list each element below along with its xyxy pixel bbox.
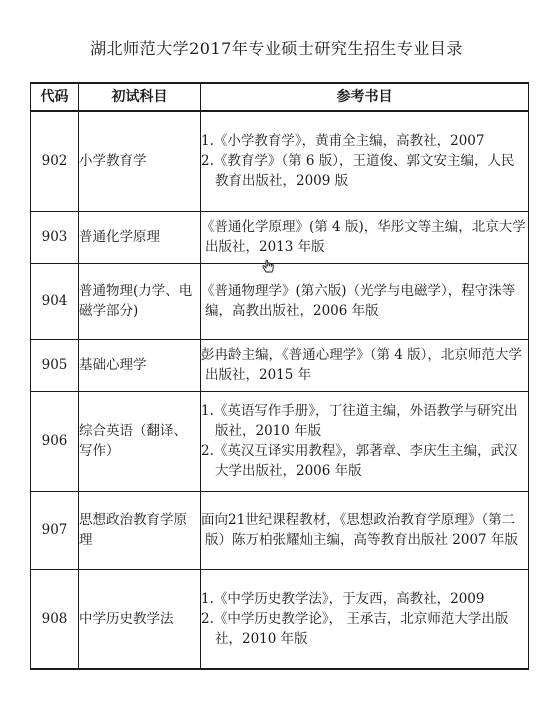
row-subject: 中学历史教学法 bbox=[79, 569, 201, 669]
ref-item: 2.《教育学》（第 6 版），王道俊、郭文安主编，人民教育出版社，2009 版 bbox=[201, 153, 515, 190]
table-row bbox=[31, 111, 529, 211]
table-row bbox=[31, 391, 529, 491]
row-code: 903 bbox=[31, 211, 79, 263]
row-refs bbox=[201, 569, 529, 669]
table-row bbox=[31, 491, 529, 569]
header-subject: 初试科目 bbox=[79, 83, 201, 111]
row-code: 904 bbox=[31, 263, 79, 339]
table-row bbox=[31, 211, 529, 263]
row-subject: 思想政治教育学原理 bbox=[79, 491, 201, 569]
row-code: 907 bbox=[31, 491, 79, 569]
row-subject: 综合英语（翻译、写作） bbox=[79, 391, 201, 491]
ref-item: 1.《英语写作手册》，丁往道主编，外语教学与研究出版社，2010 年版 bbox=[201, 403, 518, 439]
table-row bbox=[31, 339, 529, 391]
header-code: 代码 bbox=[31, 83, 79, 111]
header-refs: 参考书目 bbox=[201, 83, 529, 111]
row-subject: 普通化学原理 bbox=[79, 211, 201, 263]
ref-item: 彭冉龄主编，《普通心理学》（第 4 版），北京师范大学出版社，2015 年 bbox=[201, 347, 522, 383]
ref-item: 2.《英汉互译实用教程》，郭著章、李庆生主编，武汉大学出版社，2006 年版 bbox=[201, 443, 518, 479]
document-title: 湖北师范大学2017年专业硕士研究生招生专业目录 bbox=[90, 39, 463, 58]
hand-pointer-icon bbox=[260, 258, 278, 274]
ref-item: 《普通物理学》(第六版)（光学与电磁学），程守洙等编，高教出版社，2006 年版 bbox=[201, 283, 516, 319]
table-row bbox=[31, 263, 529, 339]
row-refs bbox=[201, 339, 529, 391]
row-subject: 基础心理学 bbox=[79, 339, 201, 391]
row-refs bbox=[201, 491, 529, 569]
ref-item: 《普通化学原理》(第 4 版)，华彤文等主编，北京大学出版社，2013 年版 bbox=[201, 219, 526, 255]
row-refs bbox=[201, 211, 529, 263]
row-refs bbox=[201, 111, 529, 211]
ref-item: 1.《小学教育学》，黄甫全主编，高教社，2007 bbox=[201, 133, 485, 150]
program-catalog-table bbox=[30, 82, 529, 670]
row-code: 905 bbox=[31, 339, 79, 391]
row-code: 908 bbox=[31, 569, 79, 669]
row-subject: 普通物理(力学、电磁学部分) bbox=[79, 263, 201, 339]
ref-item: 1.《中学历史教学法》，于友西，高教社，2009 bbox=[201, 590, 485, 607]
row-refs bbox=[201, 391, 529, 491]
row-code: 906 bbox=[31, 391, 79, 491]
ref-item: 2.《中学历史教学论》， 王承吉，北京师范大学出版社，2010 年版 bbox=[201, 610, 509, 647]
row-code: 902 bbox=[31, 111, 79, 211]
row-subject: 小学教育学 bbox=[79, 111, 201, 211]
table-row bbox=[31, 569, 529, 669]
ref-item: 面向21世纪课程教材，《思想政治教育学原理》（第二版）陈万柏张耀灿主编，高等教育出版社 2007 年版 bbox=[201, 512, 518, 548]
row-refs bbox=[201, 263, 529, 339]
table-header-row bbox=[31, 83, 529, 111]
